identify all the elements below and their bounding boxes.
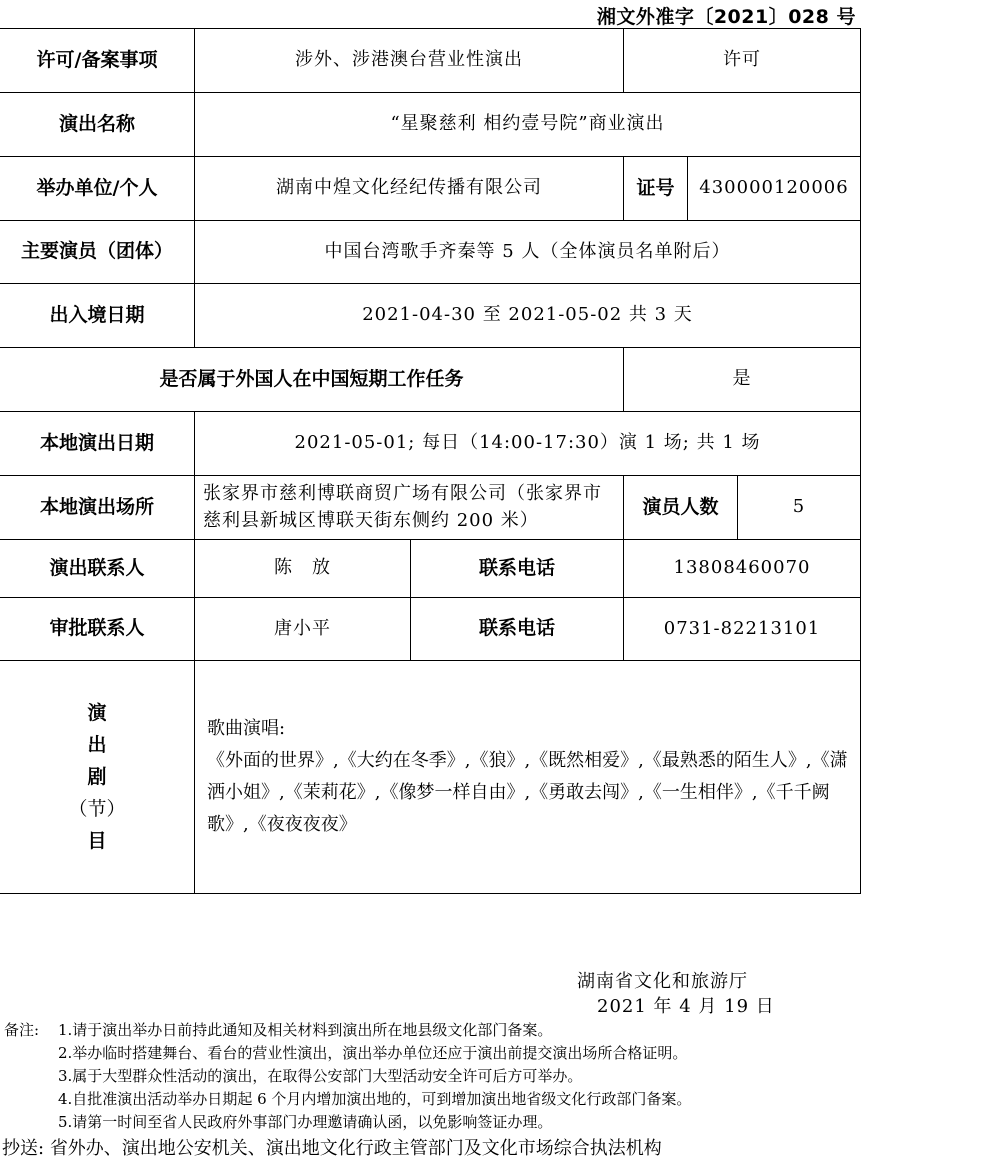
row-local-date <box>0 412 861 476</box>
row-entry-exit <box>0 284 861 348</box>
note-item: 2.举办临时搭建舞台、看台的营业性演出，演出举办单位还应于演出前提交演出场所合格证明。 <box>58 1044 688 1062</box>
permit-decision: 许可 <box>624 29 861 93</box>
local-venue-label: 本地演出场所 <box>0 476 195 540</box>
local-date-label: 本地演出日期 <box>0 412 195 476</box>
cc-label: 抄送: <box>2 1138 45 1159</box>
program-label-cell <box>0 661 195 894</box>
document-number: 湘文外准字〔2021〕028 号 <box>596 6 856 28</box>
entry-exit-label: 出入境日期 <box>0 284 195 348</box>
short-term-work-value: 是 <box>624 348 861 412</box>
cert-value: 430000120006 <box>688 157 861 221</box>
cert-label: 证号 <box>624 157 688 221</box>
performance-contact-name: 陈 放 <box>195 540 411 598</box>
program-label-char: 目 <box>87 830 107 852</box>
approval-contact-label: 审批联系人 <box>0 598 195 661</box>
program-heading: 歌曲演唱: <box>207 718 286 739</box>
program-label <box>8 697 186 857</box>
row-approval-contact <box>0 598 861 661</box>
approval-contact-phone-label: 联系电话 <box>411 598 624 661</box>
row-program <box>0 661 861 894</box>
note-item: 1.请于演出举办日前持此通知及相关材料到演出所在地县级文化部门备案。 <box>58 1021 553 1039</box>
row-short-term-work <box>0 348 861 412</box>
performer-count-label: 演员人数 <box>624 476 738 540</box>
issue-date: 2021 年 4 月 19 日 <box>597 996 775 1017</box>
row-organizer <box>0 157 861 221</box>
note-row <box>4 1111 864 1134</box>
performance-name-value: “星聚慈利 相约壹号院”商业演出 <box>195 93 861 157</box>
approval-contact-name: 唐小平 <box>195 598 411 661</box>
program-content <box>203 713 852 841</box>
note-row <box>4 1042 864 1065</box>
performance-contact-phone-label: 联系电话 <box>411 540 624 598</box>
main-performers-label: 主要演员（团体） <box>0 221 195 284</box>
local-date-value: 2021-05-01; 每日（14:00-17:30）演 1 场; 共 1 场 <box>195 412 861 476</box>
permit-item-value: 涉外、涉港澳台营业性演出 <box>195 29 624 93</box>
cc-recipients: 省外办、演出地公安机关、演出地文化行政主管部门及文化市场综合执法机构 <box>49 1138 662 1159</box>
note-item: 4.自批准演出活动举办日期起 6 个月内增加演出地的，可到增加演出地省级文化行政部门备案。 <box>58 1090 692 1108</box>
note-item: 3.属于大型群众性活动的演出，在取得公安部门大型活动安全许可后方可举办。 <box>58 1067 583 1085</box>
program-content-cell <box>195 661 861 894</box>
local-venue-value: 张家界市慈利博联商贸广场有限公司（张家界市慈利县新城区博联天街东侧约 200 米） <box>195 476 624 540</box>
performer-count-value: 5 <box>738 476 861 540</box>
program-label-char: 出 <box>87 734 107 756</box>
program-label-char: （节） <box>68 798 126 820</box>
permit-table <box>0 28 861 894</box>
approval-contact-phone: 0731-82213101 <box>624 598 861 661</box>
cc-line <box>2 1134 662 1160</box>
row-performance-contact <box>0 540 861 598</box>
main-performers-value: 中国台湾歌手齐秦等 5 人（全体演员名单附后） <box>195 221 861 284</box>
issuer-name: 湖南省文化和旅游厅 <box>577 971 748 992</box>
note-row <box>4 1019 864 1042</box>
permit-item-label: 许可/备案事项 <box>0 29 195 93</box>
row-main-performers <box>0 221 861 284</box>
program-label-char: 剧 <box>87 766 107 788</box>
row-local-venue <box>0 476 861 540</box>
performance-contact-phone: 13808460070 <box>624 540 861 598</box>
short-term-work-label: 是否属于外国人在中国短期工作任务 <box>0 348 624 412</box>
program-song-list: 《外面的世界》,《大约在冬季》,《狼》,《既然相爱》,《最熟悉的陌生人》,《潇洒小姐》,《茉莉花》,《像梦一样自由》,《勇敢去闯》,《一生相伴》,《千千阙歌》,《夜夜夜夜》 <box>207 750 848 835</box>
row-permit-item <box>0 29 861 93</box>
performance-name-label: 演出名称 <box>0 93 195 157</box>
note-item: 5.请第一时间至省人民政府外事部门办理邀请确认函，以免影响签证办理。 <box>58 1113 553 1131</box>
notes-section <box>4 1019 864 1134</box>
organizer-value: 湖南中煌文化经纪传播有限公司 <box>195 157 624 221</box>
notes-heading: 备注: <box>4 1021 40 1039</box>
performance-contact-label: 演出联系人 <box>0 540 195 598</box>
note-row <box>4 1065 864 1088</box>
note-row <box>4 1088 864 1111</box>
organizer-label: 举办单位/个人 <box>0 157 195 221</box>
row-performance-name <box>0 93 861 157</box>
entry-exit-value: 2021-04-30 至 2021-05-02 共 3 天 <box>195 284 861 348</box>
program-label-char: 演 <box>87 702 107 724</box>
